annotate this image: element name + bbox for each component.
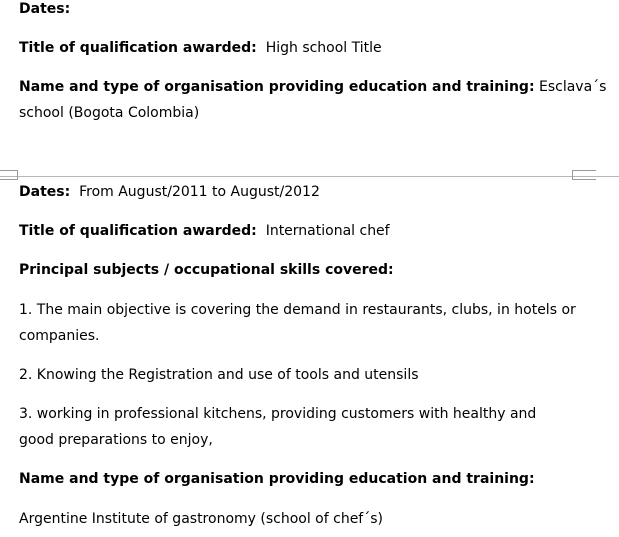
dates-line — [19, 0, 70, 22]
title-value: International chef — [265, 223, 390, 239]
organisation-value-line — [19, 506, 383, 532]
title-label: Title of qualification awarded: — [19, 223, 257, 239]
subject-item-3-cont — [19, 427, 213, 453]
subject-item-1 — [19, 297, 576, 323]
subject-item-2-text: 2. Knowing the Registration and use of tools and utensils — [19, 367, 419, 383]
subject-item-3-text-continued: good preparations to enjoy, — [19, 432, 213, 448]
page-break-line — [0, 176, 619, 177]
organisation-value: Argentine Institute of gastronomy (school of chef´s) — [19, 511, 383, 527]
subject-item-1-text: 1. The main objective is covering the demand in restaurants, clubs, in hotels or — [19, 302, 576, 318]
organisation-line — [19, 74, 606, 100]
title-line — [19, 218, 390, 244]
organisation-value: Esclava´s — [539, 79, 607, 95]
page-break-marker-right — [572, 170, 596, 180]
subject-item-3-text: 3. working in professional kitchens, providing customers with healthy and — [19, 406, 537, 422]
dates-line — [19, 179, 320, 205]
organisation-label: Name and type of organisation providing education and training: — [19, 471, 535, 487]
title-line — [19, 35, 382, 61]
title-label: Title of qualification awarded: — [19, 40, 257, 56]
dates-value: From August/2011 to August/2012 — [79, 184, 320, 200]
page-break-marker-left — [0, 170, 18, 180]
subject-item-3 — [19, 401, 536, 427]
organisation-line-2 — [19, 100, 199, 126]
subjects-label: Principal subjects / occupational skills covered: — [19, 262, 394, 278]
dates-label: Dates: — [19, 1, 71, 17]
subject-item-1-text-continued: companies. — [19, 328, 100, 344]
subjects-heading — [19, 257, 394, 283]
subject-item-2 — [19, 362, 419, 388]
organisation-label: Name and type of organisation providing education and training: — [19, 79, 535, 95]
dates-label: Dates: — [19, 184, 71, 200]
subject-item-1-cont — [19, 323, 100, 349]
organisation-value-continued: school (Bogota Colombia) — [19, 105, 200, 121]
title-value: High school Title — [265, 40, 382, 56]
organisation-line — [19, 466, 535, 492]
